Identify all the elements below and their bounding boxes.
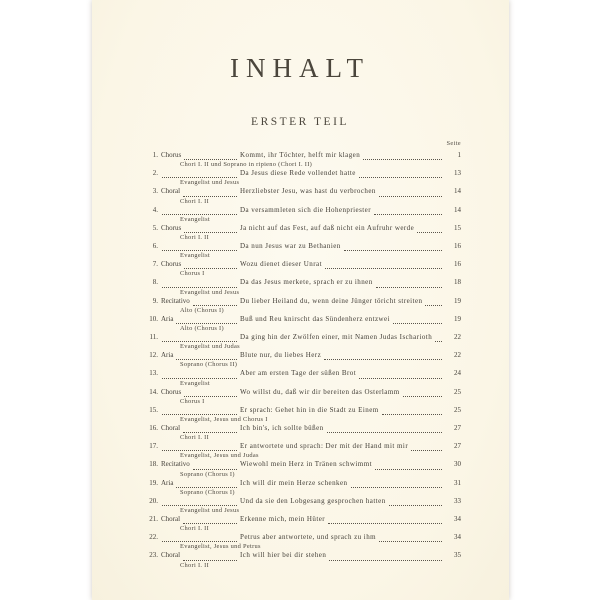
leader-dots bbox=[417, 229, 442, 233]
leader-dots bbox=[329, 557, 442, 561]
entry-label-column bbox=[143, 515, 240, 524]
toc-entry bbox=[143, 315, 461, 333]
leader-dots bbox=[379, 193, 442, 197]
entry-label-column bbox=[143, 388, 240, 397]
entry-number: 2. bbox=[152, 169, 158, 178]
entry-page-number: 16 bbox=[454, 260, 461, 269]
toc-entry-main-line bbox=[143, 515, 461, 524]
entry-number: 21. bbox=[149, 515, 158, 524]
entry-genre: Aria bbox=[161, 478, 174, 487]
entry-performers: Chori I. II bbox=[180, 561, 210, 569]
entry-performers: Soprano (Chorus I) bbox=[180, 488, 235, 496]
entry-label-column bbox=[143, 369, 240, 378]
leader-dots bbox=[327, 429, 442, 433]
toc-entry-main-line bbox=[143, 351, 461, 360]
entry-title: Da ging hin der Zwölfen einer, mit Namen Judas Ischarioth bbox=[240, 333, 433, 342]
entry-page-number: 27 bbox=[454, 424, 461, 433]
toc-entry-main-line bbox=[143, 315, 461, 324]
entry-label-column bbox=[143, 460, 240, 469]
toc-entry bbox=[143, 460, 461, 478]
entry-number: 22. bbox=[149, 533, 158, 542]
entry-title: Ich will hier bei dir stehen bbox=[240, 551, 327, 560]
entry-number: 12. bbox=[149, 351, 158, 360]
entry-page-number: 31 bbox=[454, 478, 461, 487]
entry-number: 20. bbox=[149, 496, 158, 505]
entry-page-number: 16 bbox=[454, 242, 461, 251]
entry-number: 4. bbox=[152, 205, 158, 214]
entry-performers: Chorus I bbox=[180, 397, 205, 405]
entry-number: 7. bbox=[152, 260, 158, 269]
entry-performers: Chorus I bbox=[180, 270, 205, 278]
entry-number: 10. bbox=[149, 314, 158, 323]
entry-performers: Chori I. II und Soprano in ripieno (Chori I. II) bbox=[180, 161, 313, 169]
leader-dots bbox=[328, 520, 442, 524]
entry-page-number: 22 bbox=[454, 333, 461, 342]
toc-entry bbox=[143, 442, 461, 460]
entry-number: 3. bbox=[152, 187, 158, 196]
contents-title: INHALT bbox=[230, 53, 370, 83]
toc-entry bbox=[143, 206, 461, 224]
toc-entry-main-line bbox=[143, 479, 461, 488]
toc-entry-main-line bbox=[143, 297, 461, 306]
entry-performers: Alto (Chorus I) bbox=[180, 306, 224, 314]
entry-label-column bbox=[143, 242, 240, 251]
toc-list bbox=[143, 151, 461, 570]
entry-page-number: 22 bbox=[454, 351, 461, 360]
toc-entry bbox=[143, 388, 461, 406]
section-heading: ERSTER TEIL bbox=[251, 116, 349, 128]
entry-page-number: 14 bbox=[454, 205, 461, 214]
entry-performers: Chori I. II bbox=[180, 434, 210, 442]
toc-entry bbox=[143, 333, 461, 351]
toc-entry bbox=[143, 424, 461, 442]
entry-number: 23. bbox=[149, 551, 158, 560]
toc-entry bbox=[143, 151, 461, 169]
toc-entry bbox=[143, 297, 461, 315]
toc-entry bbox=[143, 187, 461, 205]
entry-number: 17. bbox=[149, 442, 158, 451]
toc-entry-main-line bbox=[143, 551, 461, 560]
entry-title: Petrus aber antwortete, und sprach zu ihm bbox=[240, 533, 377, 542]
entry-performers: Evangelist und Judas bbox=[180, 343, 240, 351]
entry-number: 18. bbox=[149, 460, 158, 469]
entry-label-column bbox=[143, 278, 240, 287]
entry-performers: Evangelist bbox=[180, 215, 210, 223]
toc-entry-main-line bbox=[143, 460, 461, 469]
entry-title: Da nun Jesus war zu Bethanien bbox=[240, 242, 341, 251]
leader-dots bbox=[425, 302, 442, 306]
entry-page-number: 19 bbox=[454, 314, 461, 323]
entry-title: Buß und Reu knirscht das Sündenherz entzwei bbox=[240, 314, 390, 323]
entry-title: Erkenne mich, mein Hüter bbox=[240, 515, 326, 524]
entry-number: 8. bbox=[152, 278, 158, 287]
toc-entry-main-line bbox=[143, 260, 461, 269]
entry-number: 19. bbox=[149, 478, 158, 487]
entry-title: Ja nicht auf das Fest, auf daß nicht ein Aufruhr werde bbox=[240, 223, 415, 232]
entry-performers: Evangelist bbox=[180, 252, 210, 260]
entry-page-number: 35 bbox=[454, 551, 461, 560]
toc-entry-main-line bbox=[143, 187, 461, 196]
entry-performers: Evangelist bbox=[180, 379, 210, 387]
toc-entry-main-line bbox=[143, 206, 461, 215]
toc-entry bbox=[143, 515, 461, 533]
entry-genre: Choral bbox=[161, 551, 181, 560]
entry-title: Wozu dienet dieser Unrat bbox=[240, 260, 322, 269]
leader-dots bbox=[324, 356, 442, 360]
leader-dots bbox=[379, 538, 442, 542]
toc-entry bbox=[143, 369, 461, 387]
leader-dots bbox=[411, 447, 442, 451]
entry-performers: Chori I. II bbox=[180, 525, 210, 533]
entry-genre: Recitativo bbox=[161, 296, 190, 305]
entry-page-number: 19 bbox=[454, 296, 461, 305]
entry-label-column bbox=[143, 260, 240, 269]
toc-entry-main-line bbox=[143, 169, 461, 178]
entry-genre: Choral bbox=[161, 515, 181, 524]
leader-dots bbox=[359, 375, 442, 379]
entry-page-number: 18 bbox=[454, 278, 461, 287]
entry-label-column bbox=[143, 169, 240, 178]
entry-title: Blute nur, du liebes Herz bbox=[240, 351, 322, 360]
page-column-header: Seite bbox=[446, 140, 461, 147]
entry-title: Wiewohl mein Herz in Tränen schwimmt bbox=[240, 460, 372, 469]
entry-title: Ich will dir mein Herze schenken bbox=[240, 478, 348, 487]
entry-title: Da Jesus diese Rede vollendet hatte bbox=[240, 169, 356, 178]
entry-label-column bbox=[143, 297, 240, 306]
entry-number: 11. bbox=[149, 333, 158, 342]
entry-genre: Aria bbox=[161, 351, 174, 360]
entry-performers: Soprano (Chorus II) bbox=[180, 361, 238, 369]
entry-title: Herzliebster Jesu, was hast du verbrochen bbox=[240, 187, 376, 196]
entry-label-column bbox=[143, 333, 240, 342]
entry-performers: Soprano (Chorus I) bbox=[180, 470, 235, 478]
entry-genre: Choral bbox=[161, 187, 181, 196]
toc-entry bbox=[143, 551, 461, 569]
entry-number: 5. bbox=[152, 223, 158, 232]
toc-entry-main-line bbox=[143, 497, 461, 506]
leader-dots bbox=[344, 247, 442, 251]
toc-entry-main-line bbox=[143, 278, 461, 287]
entry-title: Wo willst du, daß wir dir bereiten das Osterlamm bbox=[240, 387, 400, 396]
toc-entry-main-line bbox=[143, 442, 461, 451]
entry-performers: Evangelist, Jesus und Judas bbox=[180, 452, 259, 460]
entry-title: Ich bin's, ich sollte büßen bbox=[240, 424, 324, 433]
toc-entry-main-line bbox=[143, 533, 461, 542]
toc-entry-main-line bbox=[143, 242, 461, 251]
entry-genre: Chorus bbox=[161, 260, 182, 269]
entry-genre: Aria bbox=[161, 314, 174, 323]
entry-title: Er antwortete und sprach: Der mit der Hand mit mir bbox=[240, 442, 409, 451]
toc-entry-main-line bbox=[143, 388, 461, 397]
entry-title: Und da sie den Lobgesang gesprochen hatten bbox=[240, 496, 386, 505]
entry-number: 6. bbox=[152, 242, 158, 251]
leader-dots bbox=[351, 484, 442, 488]
entry-genre: Recitativo bbox=[161, 460, 190, 469]
entry-page-number: 30 bbox=[454, 460, 461, 469]
entry-genre: Chorus bbox=[161, 387, 182, 396]
entry-performers: Evangelist und Jesus bbox=[180, 288, 240, 296]
toc-entry bbox=[143, 351, 461, 369]
leader-dots bbox=[325, 265, 442, 269]
entry-number: 13. bbox=[149, 369, 158, 378]
toc-entry bbox=[143, 242, 461, 260]
toc-entry-main-line bbox=[143, 333, 461, 342]
entry-label-column bbox=[143, 479, 240, 488]
entry-label-column bbox=[143, 187, 240, 196]
toc-entry-main-line bbox=[143, 224, 461, 233]
toc-entry-main-line bbox=[143, 406, 461, 415]
leader-dots bbox=[403, 393, 442, 397]
entry-label-column bbox=[143, 442, 240, 451]
entry-label-column bbox=[143, 533, 240, 542]
toc-entry bbox=[143, 169, 461, 187]
entry-label-column bbox=[143, 551, 240, 560]
entry-label-column bbox=[143, 315, 240, 324]
entry-genre: Choral bbox=[161, 424, 181, 433]
entry-number: 9. bbox=[152, 296, 158, 305]
entry-page-number: 34 bbox=[454, 533, 461, 542]
toc-entry bbox=[143, 497, 461, 515]
leader-dots bbox=[393, 320, 442, 324]
entry-number: 16. bbox=[149, 424, 158, 433]
entry-page-number: 34 bbox=[454, 515, 461, 524]
toc-entry-main-line bbox=[143, 369, 461, 378]
entry-genre: Chorus bbox=[161, 223, 182, 232]
entry-page-number: 25 bbox=[454, 405, 461, 414]
entry-page-number: 13 bbox=[454, 169, 461, 178]
entry-page-number: 25 bbox=[454, 387, 461, 396]
entry-label-column bbox=[143, 206, 240, 215]
entry-label-column bbox=[143, 351, 240, 360]
entry-title: Da das Jesus merkete, sprach er zu ihnen bbox=[240, 278, 373, 287]
entry-page-number: 1 bbox=[457, 151, 461, 159]
leader-dots bbox=[359, 174, 442, 178]
entry-label-column bbox=[143, 497, 240, 506]
entry-number: 15. bbox=[149, 405, 158, 414]
leader-dots bbox=[363, 156, 442, 160]
leader-dots bbox=[374, 211, 442, 215]
entry-page-number: 14 bbox=[454, 187, 461, 196]
entry-page-number: 27 bbox=[454, 442, 461, 451]
toc-entry-main-line bbox=[143, 151, 461, 160]
leader-dots bbox=[375, 466, 442, 470]
toc-entry bbox=[143, 479, 461, 497]
entry-page-number: 33 bbox=[454, 496, 461, 505]
entry-performers: Chori I. II bbox=[180, 234, 210, 242]
toc-entry bbox=[143, 224, 461, 242]
entry-title: Da versammleten sich die Hohenpriester bbox=[240, 205, 372, 214]
toc-entry bbox=[143, 278, 461, 296]
toc-content bbox=[139, 140, 461, 570]
entry-label-column bbox=[143, 406, 240, 415]
entry-performers: Evangelist und Jesus bbox=[180, 179, 240, 187]
leader-dots bbox=[389, 502, 442, 506]
entry-performers: Evangelist, Jesus und Chorus I bbox=[180, 416, 268, 424]
entry-title: Kommt, ihr Töchter, helft mir klagen bbox=[240, 151, 361, 159]
entry-number: 14. bbox=[149, 387, 158, 396]
entry-page-number: 24 bbox=[454, 369, 461, 378]
entry-label-column bbox=[143, 224, 240, 233]
leader-dots bbox=[435, 338, 442, 342]
toc-entry-main-line bbox=[143, 424, 461, 433]
toc-entry bbox=[143, 533, 461, 551]
entry-label-column bbox=[143, 424, 240, 433]
entry-performers: Alto (Chorus I) bbox=[180, 325, 224, 333]
entry-number: 1. bbox=[152, 151, 158, 159]
toc-entry bbox=[143, 406, 461, 424]
entry-title: Du lieber Heiland du, wenn deine Jünger töricht streiten bbox=[240, 296, 423, 305]
leader-dots bbox=[376, 284, 442, 288]
score-page bbox=[92, 0, 509, 600]
entry-performers: Evangelist und Jesus bbox=[180, 507, 240, 515]
entry-performers: Chori I. II bbox=[180, 197, 210, 205]
entry-title: Aber am ersten Tage der süßen Brot bbox=[240, 369, 357, 378]
entry-label-column bbox=[143, 151, 240, 160]
entry-page-number: 15 bbox=[454, 223, 461, 232]
entry-performers: Evangelist, Jesus und Petrus bbox=[180, 543, 261, 551]
toc-entry bbox=[143, 260, 461, 278]
entry-genre: Chorus bbox=[161, 151, 182, 159]
entry-title: Er sprach: Gehet hin in die Stadt zu Einem bbox=[240, 405, 379, 414]
leader-dots bbox=[382, 411, 442, 415]
